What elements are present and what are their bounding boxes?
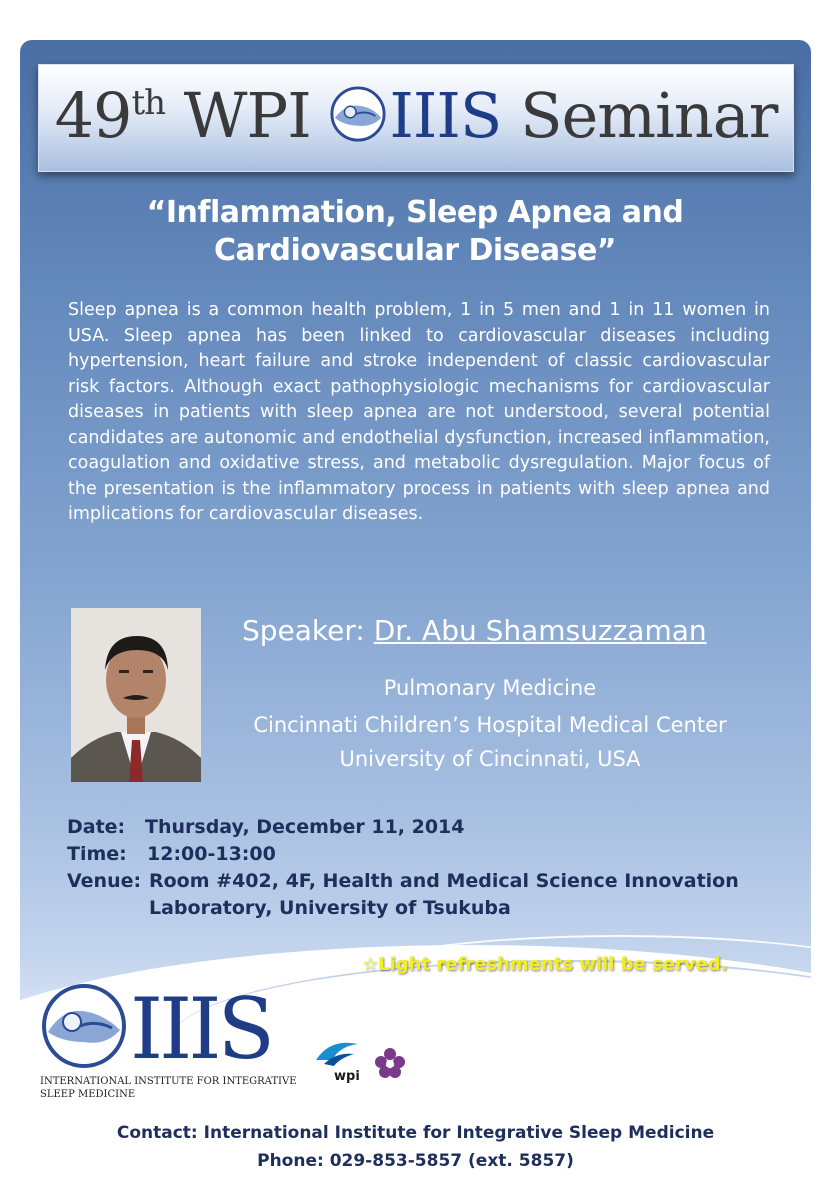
ordinal-suffix: th (131, 83, 166, 123)
sleeping-figure-globe-icon (44, 986, 124, 1066)
venue-value-line-2: Laboratory, University of Tsukuba (149, 897, 511, 919)
poster (20, 40, 811, 1190)
iiis-institute-logo (34, 976, 324, 1101)
header-banner (38, 64, 794, 172)
venue-label: Venue: (67, 870, 142, 892)
speaker-hospital: Cincinnati Children’s Hospital Medical Center (253, 713, 727, 737)
title-line-2: Cardiovascular Disease” (213, 233, 617, 268)
wpi-logo-text: wpi (334, 1069, 360, 1084)
abstract-paragraph: Sleep apnea is a common health problem, 1 in 5 men and 1 in 11 women in USA. Sleep apnea has been linked to cardiovascular diseases including hypertension, heart failure and stroke independent of classic cardiovascular risk factors. Although exact pathophysiologic mechanisms for cardiovascular diseases in patients with sleep apnea are not understood, several potential candidates are autonomic and endothelial dysfunction, increased inflammation, coagulation and oxidative stress, and metabolic dysregulation. Major focus of the presentation is the inflammatory process in patients with sleep apnea and implications for cardiovascular diseases. (68, 300, 770, 524)
speaker-department: Pulmonary Medicine (383, 676, 597, 700)
speaker-university: University of Cincinnati, USA (339, 747, 641, 771)
banner-title (39, 79, 793, 152)
seminar-word: Seminar (520, 79, 778, 152)
institute-name-line-1: INTERNATIONAL INSTITUTE FOR INTEGRATIVE (40, 1076, 297, 1087)
title-line-1: “Inflammation, Sleep Apnea and (146, 195, 684, 230)
sleeping-figure-globe-icon (329, 85, 387, 143)
speaker-label: Speaker: (242, 614, 365, 647)
contact-line: Contact: International Institute for Integrative Sleep Medicine (116, 1123, 715, 1143)
speaker-line (242, 614, 707, 647)
phone-line: Phone: 029-853-5857 (ext. 5857) (257, 1151, 574, 1171)
wpi-word: WPI (183, 79, 311, 152)
time-label: Time: (67, 843, 127, 865)
refreshments-note: ☆Light refreshments will be served. (362, 954, 728, 975)
speaker-photo (71, 608, 201, 782)
tsukuba-emblem-icon (370, 1044, 410, 1084)
wpi-logo (310, 1038, 370, 1084)
speaker-name: Dr. Abu Shamsuzzaman (373, 614, 707, 647)
date-label: Date: (67, 816, 126, 838)
time-value: 12:00-13:00 (147, 843, 276, 865)
date-value: Thursday, December 11, 2014 (145, 816, 465, 838)
iiis-word: IIIS (389, 79, 502, 152)
talk-title (60, 194, 770, 270)
seminar-number: 49 (54, 79, 132, 152)
venue-value-line-1: Room #402, 4F, Health and Medical Science Innovation (149, 870, 739, 892)
iiis-logo-text: IIIS (130, 980, 272, 1078)
institute-name-line-2: SLEEP MEDICINE (40, 1089, 136, 1100)
